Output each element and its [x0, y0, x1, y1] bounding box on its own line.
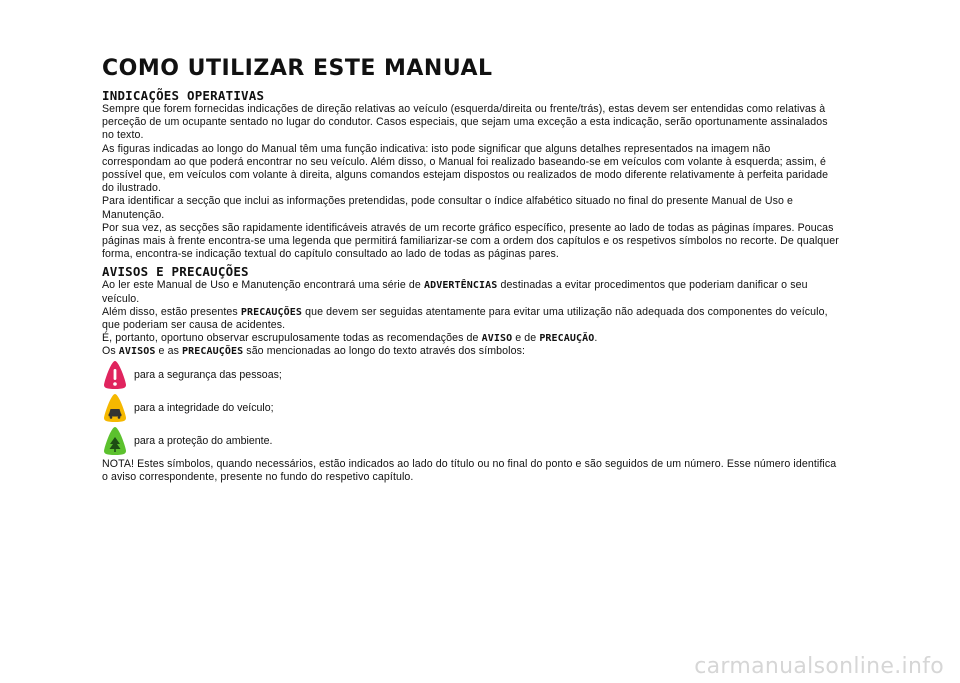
paragraph: Ao ler este Manual de Uso e Manutenção encontrará uma série de ADVERTÊNCIAS destinadas a evitar procedimentos que poderiam danificar o seu veículo. [102, 279, 808, 305]
keyword-advertencias: ADVERTÊNCIAS [423, 280, 498, 292]
paragraph: As figuras indicadas ao longo do Manual têm uma função indicativa: isto pode significar que alguns detalhes representados na imagem não correspondam ao que poderá encontrar no seu veículo. Além disso, o Manual foi realizado baseando-se em veículos com volante à esquerda; assim, é possível que, em veículos com volante à direita, alguns comandos estejam dispostos ou realizados de modo diferente relativamente à perfeita paridade do ilustrado. [102, 142, 829, 195]
section-heading-warnings: AVISOS E PRECAUÇÕES [102, 264, 249, 280]
paragraph: Sempre que forem fornecidas indicações de direção relativas ao veículo (esquerda/direita ou frente/trás), estas devem ser entendidas como relativas à perceção de um ocupante sentado no lugar do condutor. Casos especiais, que sejam uma exceção a esta indicação, serão oportunamente assinalados no texto. [102, 103, 828, 142]
person-warning-icon [102, 360, 128, 390]
symbol-text: para a integridade do veículo; [134, 402, 274, 415]
keyword-precaucoes: PRECAUÇÕES [182, 346, 244, 358]
environment-warning-icon [102, 426, 128, 456]
paragraph: Os AVISOS e as PRECAUÇÕES são mencionadas ao longo do texto através dos símbolos: [102, 345, 526, 358]
keyword-aviso: AVISO [481, 333, 513, 345]
symbol-row-people [102, 359, 842, 392]
symbol-row-vehicle [102, 392, 842, 425]
symbol-text: para a proteção do ambiente. [134, 435, 273, 448]
watermark: carmanualsonline.info [694, 654, 944, 679]
symbol-text: para a segurança das pessoas; [134, 369, 282, 382]
section-heading-operative: INDICAÇÕES OPERATIVAS [102, 88, 265, 103]
paragraph: Além disso, estão presentes PRECAUÇÕES que devem ser seguidas atentamente para evitar uma utilização não adequada dos componentes do veículo, que poderiam ser causa de acidentes. [102, 305, 828, 332]
paragraph: Para identificar a secção que inclui as informações pretendidas, pode consultar o índice alfabético situado no final do presente Manual de Uso e Manutenção. [102, 195, 794, 221]
car-warning-icon [102, 393, 128, 423]
note-paragraph: NOTA! Estes símbolos, quando necessários, estão indicados ao lado do título ou no final do ponto e são seguidos de um número. Esse número identifica o aviso correspondente, presente no fundo do respetivo capítulo. [102, 457, 837, 483]
keyword-precaucao: PRECAUÇÃO [539, 333, 595, 345]
page-title: COMO UTILIZAR ESTE MANUAL [102, 56, 493, 81]
symbol-row-environment [102, 425, 842, 458]
paragraph: É, portanto, oportuno observar escrupulosamente todas as recomendações de AVISO e de PRECAUÇÃO. [102, 332, 598, 345]
paragraph: Por sua vez, as secções são rapidamente identificáveis através de um recorte gráfico específico, presente ao lado de todas as páginas ímpares. Poucas páginas mais à frente encontra-se uma legenda que permitirá familiarizar-se com a ordem dos capítulos e os respetivos símbolos no recorte. De qualquer forma, encontra-se indicação textual do capítulo consultado ao lado de todas as páginas pares. [102, 221, 839, 261]
keyword-precaucoes: PRECAUÇÕES [240, 306, 303, 318]
manual-page [102, 56, 842, 484]
keyword-avisos: AVISOS [118, 346, 156, 358]
